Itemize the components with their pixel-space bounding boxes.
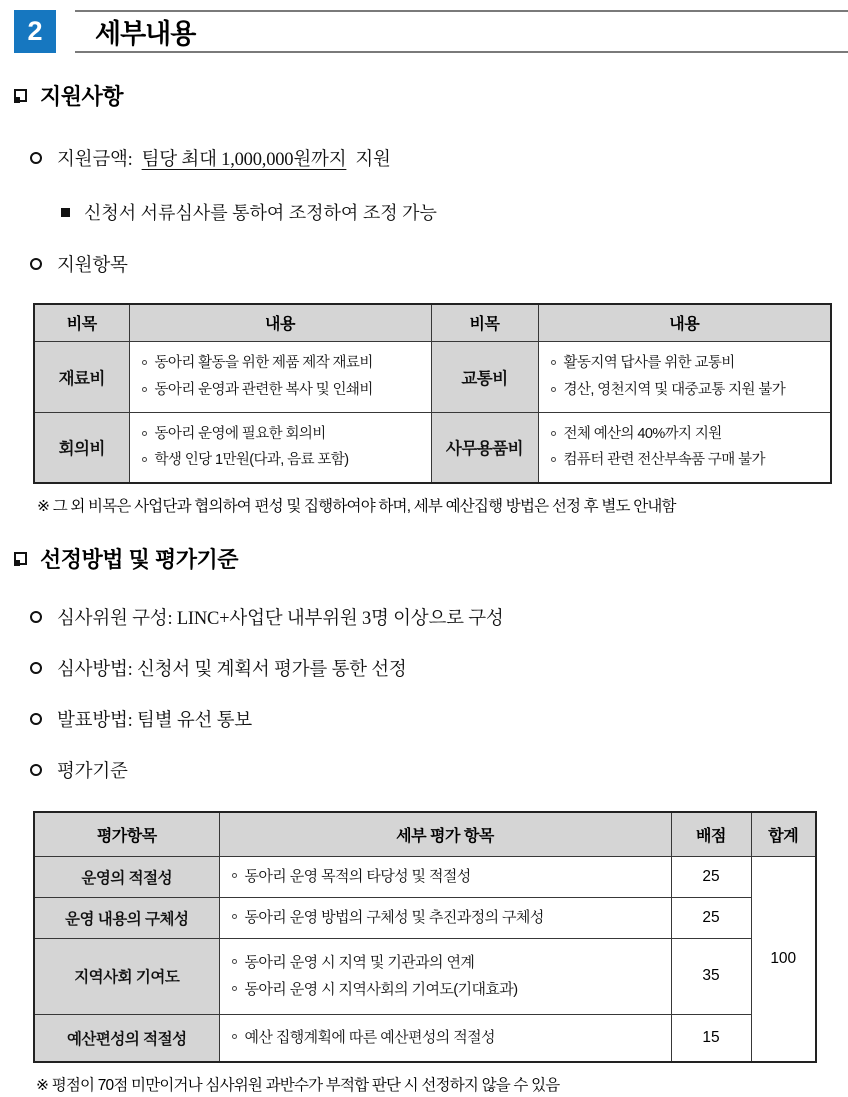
- ring-bullet-icon: [551, 360, 556, 365]
- detail-text: 동아리 운영 목적의 타당성 및 적절성: [244, 868, 471, 885]
- detail-text: 동아리 운영 방법의 구체성 및 추진과정의 구체성: [244, 909, 544, 926]
- eval-score: 35: [671, 938, 751, 1014]
- amount-label: 지원금액:: [57, 150, 133, 170]
- detail-line: [140, 377, 427, 403]
- eval-details: [219, 938, 671, 1014]
- circle-bullet-icon: [30, 662, 42, 674]
- item-details: [129, 341, 431, 412]
- detail-text: 학생 인당 1만원(다과, 음료 포함): [154, 452, 349, 469]
- eval-header-total: 합계: [751, 812, 816, 856]
- square-bullet-icon: [14, 552, 27, 565]
- eval-header-category: 평가항목: [34, 812, 219, 856]
- bullet-text: 심사위원 구성: LINC+사업단 내부위원 3명 이상으로 구성: [57, 609, 504, 629]
- eval-category: 지역사회 기여도: [34, 938, 219, 1014]
- ring-bullet-icon: [142, 431, 147, 436]
- section-title-block: [75, 10, 848, 53]
- items-table-header-row: [34, 304, 831, 341]
- item-details: [538, 341, 831, 412]
- items-table-note: ※ 그 외 비목은 사업단과 협의하여 편성 및 집행하여야 하며, 세부 예산집행 방법은 선정 후 별도 안내함: [37, 498, 676, 515]
- adjust-note-text: 신청서 서류심사를 통하여 조정하여 조정 가능: [84, 203, 437, 223]
- items-header-cat-a: 비목: [34, 304, 129, 341]
- detail-text: 컴퓨터 관련 전산부속품 구매 불가: [563, 452, 765, 469]
- ring-bullet-icon: [232, 914, 237, 919]
- circle-bullet-icon: [30, 764, 42, 776]
- items-heading-label: 지원항목: [57, 256, 128, 276]
- circle-bullet-icon: [30, 258, 42, 270]
- item-details: [538, 412, 831, 483]
- circle-bullet-icon: [30, 611, 42, 623]
- detail-text: 동아리 운영 시 지역 및 기관과의 연계: [244, 954, 475, 971]
- detail-text: 예산 집행계획에 따른 예산편성의 적절성: [244, 1029, 495, 1047]
- section-title: 세부내용: [95, 19, 196, 49]
- detail-line: [230, 863, 667, 890]
- eval-category: 예산편성의 적절성: [34, 1014, 219, 1062]
- selection-bullet-criteria: [30, 757, 848, 783]
- selection-heading: [14, 543, 848, 574]
- eval-details: [219, 856, 671, 897]
- eval-header-score: 배점: [671, 812, 751, 856]
- eval-table-row: [34, 897, 816, 938]
- eval-table-note: ※ 평점이 70점 미만이거나 심사위원 과반수가 부적합 판단 시 선정하지 않을 수 있음: [36, 1077, 560, 1094]
- detail-text: 경산, 영천지역 및 대중교통 지원 불가: [563, 381, 786, 398]
- items-table-row: [34, 341, 831, 412]
- detail-text: 동아리 운영과 관련한 복사 및 인쇄비: [154, 381, 373, 398]
- detail-line: [140, 421, 427, 447]
- item-details: [129, 412, 431, 483]
- detail-line: [549, 421, 827, 447]
- detail-text: 전체 예산의 40%까지 지원: [563, 425, 722, 442]
- item-category: 사무용품비: [431, 412, 538, 483]
- ring-bullet-icon: [232, 986, 237, 991]
- ring-bullet-icon: [232, 1034, 237, 1039]
- selection-bullet-method: [30, 655, 848, 681]
- detail-text: 동아리 활동을 위한 제품 제작 재료비: [154, 355, 373, 372]
- detail-text: 활동지역 답사를 위한 교통비: [563, 355, 735, 372]
- eval-table-header-row: [34, 812, 816, 856]
- support-heading-label: 지원사항: [40, 84, 124, 109]
- ring-bullet-icon: [142, 387, 147, 392]
- support-items-line: [30, 251, 848, 277]
- eval-table-row: [34, 856, 816, 897]
- evaluation-table: [33, 811, 817, 1063]
- support-amount-line: [30, 145, 848, 171]
- section-header: [14, 10, 848, 53]
- detail-line: [549, 377, 827, 403]
- detail-line: [230, 949, 667, 976]
- detail-text: 동아리 운영 시 지역사회의 기여도(기대효과): [244, 981, 518, 998]
- detail-line: [140, 447, 427, 473]
- items-table-row: [34, 412, 831, 483]
- square-bullet-icon: [14, 89, 27, 102]
- section-number-badge: 2: [14, 10, 56, 53]
- eval-score: 25: [671, 856, 751, 897]
- detail-line: [549, 447, 827, 473]
- detail-line: [230, 904, 667, 931]
- eval-score: 15: [671, 1014, 751, 1062]
- selection-heading-label: 선정방법 및 평가기준: [40, 547, 238, 572]
- ring-bullet-icon: [142, 360, 147, 365]
- eval-score: 25: [671, 897, 751, 938]
- ring-bullet-icon: [142, 457, 147, 462]
- ring-bullet-icon: [232, 873, 237, 878]
- support-heading: [14, 80, 848, 111]
- eval-table-row: [34, 938, 816, 1014]
- support-items-table: [33, 303, 832, 484]
- amount-underlined: 팀당 최대 1,000,000원까지: [141, 150, 347, 170]
- amount-suffix: 지원: [355, 150, 391, 170]
- selection-bullet-committee: [30, 604, 848, 630]
- item-category: 교통비: [431, 341, 538, 412]
- items-header-cat-b: 비목: [431, 304, 538, 341]
- circle-bullet-icon: [30, 713, 42, 725]
- circle-bullet-icon: [30, 152, 42, 164]
- items-header-detail-a: 내용: [129, 304, 431, 341]
- ring-bullet-icon: [551, 457, 556, 462]
- item-category: 재료비: [34, 341, 129, 412]
- items-header-detail-b: 내용: [538, 304, 831, 341]
- bullet-text: 평가기준: [57, 762, 128, 782]
- eval-header-detail: 세부 평가 항목: [219, 812, 671, 856]
- eval-total: 100: [751, 856, 816, 1062]
- detail-text: 동아리 운영에 필요한 회의비: [154, 425, 326, 442]
- detail-line: [140, 350, 427, 376]
- small-square-bullet-icon: [61, 208, 70, 217]
- item-category: 회의비: [34, 412, 129, 483]
- ring-bullet-icon: [232, 959, 237, 964]
- eval-category: 운영의 적절성: [34, 856, 219, 897]
- selection-bullet-announce: [30, 706, 848, 732]
- bullet-text: 심사방법: 신청서 및 계획서 평가를 통한 선정: [57, 660, 407, 680]
- ring-bullet-icon: [551, 387, 556, 392]
- eval-details: [219, 1014, 671, 1062]
- ring-bullet-icon: [551, 431, 556, 436]
- detail-line: [549, 350, 827, 376]
- eval-category: 운영 내용의 구체성: [34, 897, 219, 938]
- bullet-text: 발표방법: 팀별 유선 통보: [57, 711, 252, 731]
- eval-table-row: [34, 1014, 816, 1062]
- eval-details: [219, 897, 671, 938]
- detail-line: [230, 1024, 667, 1051]
- detail-line: [230, 976, 667, 1003]
- support-adjust-line: [61, 199, 848, 225]
